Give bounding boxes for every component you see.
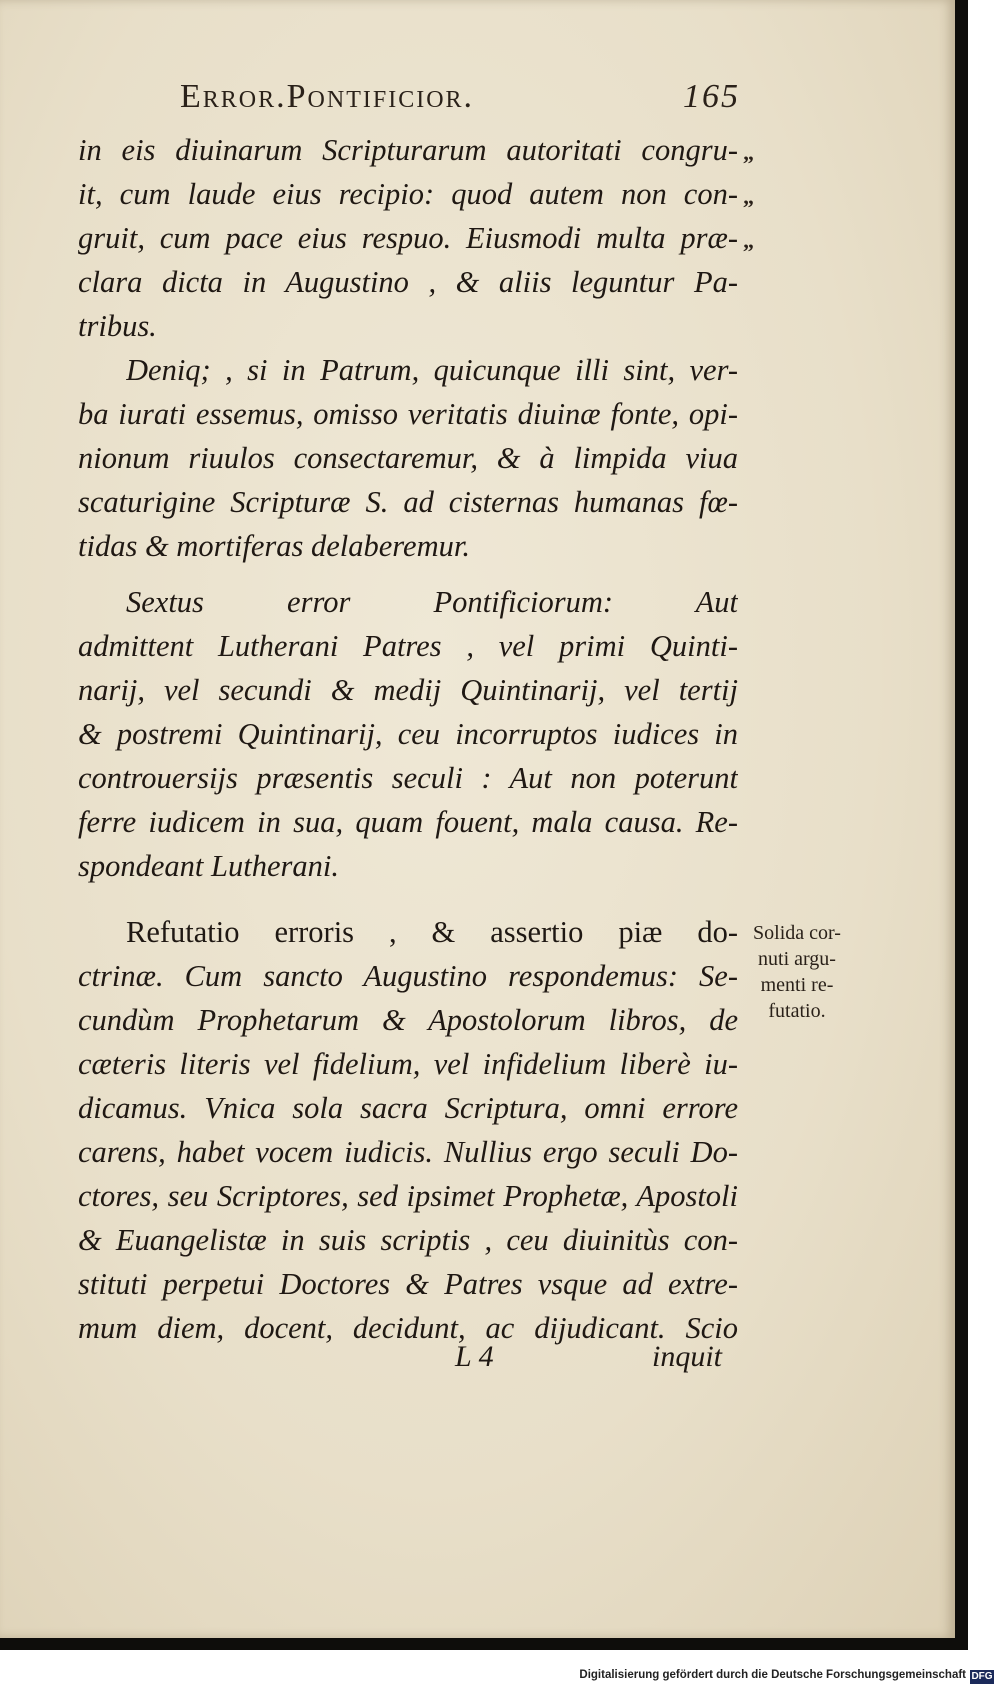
marginal-note-line: nuti argu- bbox=[758, 948, 836, 970]
text-line: admittent Lutherani Patres , vel primi Quinti- bbox=[78, 629, 738, 663]
text-line: tribus. bbox=[78, 309, 157, 343]
page-number: 165 bbox=[683, 78, 740, 115]
section-heading-line: Sextus error Pontificiorum: Aut bbox=[126, 585, 738, 619]
text-line: & postremi Quintinarij, ceu incorruptos iudices in bbox=[78, 717, 738, 751]
quote-mark: „ bbox=[743, 140, 754, 165]
marginal-note-line: Solida cor- bbox=[753, 922, 841, 944]
text-line: nionum riuulos consectaremur, & à limpida viua bbox=[78, 441, 738, 475]
marginal-note-line: futatio. bbox=[768, 1000, 826, 1022]
text-line: gruit, cum pace eius respuo. Eiusmodi multa præ- bbox=[78, 221, 738, 255]
funding-credit: Digitalisierung gefördert durch die Deutsche Forschungsgemeinschaft bbox=[579, 1669, 966, 1681]
catchword: inquit bbox=[652, 1340, 723, 1373]
text-line: dicamus. Vnica sola sacra Scriptura, omni errore bbox=[78, 1091, 738, 1125]
signature-mark: L 4 bbox=[455, 1340, 494, 1373]
text-line: tidas & mortiferas delaberemur. bbox=[78, 529, 470, 563]
text-line: it, cum laude eius recipio: quod autem non con- bbox=[78, 177, 738, 211]
text-line: in eis diuinarum Scripturarum autoritati congru- bbox=[78, 133, 738, 167]
running-head bbox=[180, 78, 740, 118]
text-line: stituti perpetui Doctores & Patres vsque ad extre- bbox=[78, 1267, 738, 1301]
text-line: & Euangelistæ in suis scriptis , ceu diuinitùs con- bbox=[78, 1223, 738, 1257]
text-line: clara dicta in Augustino , & aliis leguntur Pa- bbox=[78, 265, 738, 299]
text-line: ctrinæ. Cum sancto Augustino respondemus: Se- bbox=[78, 959, 738, 993]
section-heading-line: Refutatio erroris , & assertio piæ do- bbox=[126, 915, 738, 949]
text-line: cæteris literis vel fidelium, vel infidelium liberè iu- bbox=[78, 1047, 738, 1081]
text-line: controuersijs præsentis seculi : Aut non poterunt bbox=[78, 761, 738, 795]
text-line: Deniq; , si in Patrum, quicunque illi sint, ver- bbox=[126, 353, 738, 387]
text-line: mum diem, docent, decidunt, ac dijudicant. Scio bbox=[78, 1311, 738, 1345]
text-line: spondeant Lutherani. bbox=[78, 849, 339, 883]
marginal-note bbox=[742, 920, 852, 1024]
marginal-note-line: menti re- bbox=[760, 974, 834, 996]
text-line: narij, vel secundi & medij Quintinarij, vel tertij bbox=[78, 673, 738, 707]
page-footer-line bbox=[455, 1340, 755, 1384]
text-line: cundùm Prophetarum & Apostolorum libros, de bbox=[78, 1003, 738, 1037]
dfg-logo: DFG bbox=[971, 1671, 993, 1682]
running-title: Error.Pontificior. bbox=[180, 78, 475, 115]
text-line: ctores, seu Scriptores, sed ipsimet Prophetæ, Apostoli bbox=[78, 1179, 738, 1213]
text-line: scaturigine Scripturæ S. ad cisternas humanas fœ- bbox=[78, 485, 738, 519]
quote-mark: „ bbox=[743, 184, 754, 209]
text-line: carens, habet vocem iudicis. Nullius ergo seculi Do- bbox=[78, 1135, 738, 1169]
text-line: ferre iudicem in sua, quam fouent, mala causa. Re- bbox=[78, 805, 738, 839]
quote-mark: „ bbox=[743, 228, 754, 253]
text-line: ba iurati essemus, omisso veritatis diuinæ fonte, opi- bbox=[78, 397, 738, 431]
